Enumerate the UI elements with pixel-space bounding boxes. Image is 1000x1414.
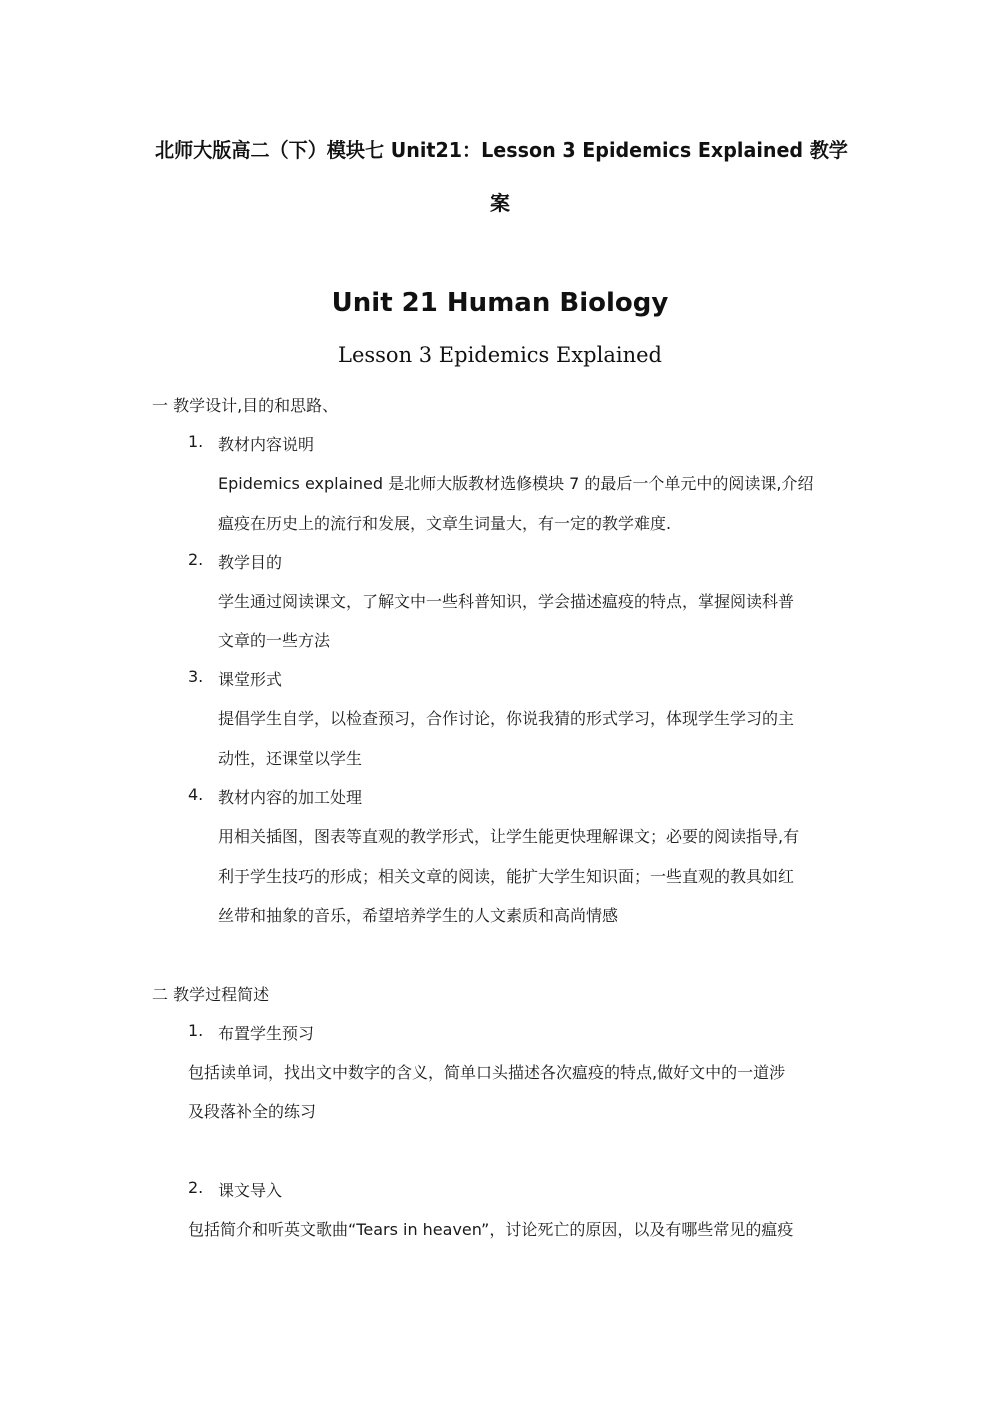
section-1-item-2-line-2: 文章的一些方法 [218,631,331,650]
section-2-item-1-line-1: 包括读单词，找出文中数字的含义，简单口头描述各次瘟疫的特点,做好文中的一道涉 [188,1063,786,1082]
section-1-item-1-title: 教材内容说明 [218,435,315,454]
section-1-item-4-line-3: 丝带和抽象的音乐，希望培养学生的人文素质和高尚情感 [218,906,619,925]
section-1-item-1-line-1: Epidemics explained 是北师大版教材选修模块 7 的最后一个单元中的阅读课,介绍 [218,474,814,493]
section-1-item-2-number: 2. [188,550,204,569]
section-2-heading: 二 教学过程简述 [152,985,270,1004]
section-1-item-2-line-1: 学生通过阅读课文，了解文中一些科普知识，学会描述瘟疫的特点，掌握阅读科普 [218,592,795,611]
section-1-item-3-line-1: 提倡学生自学，以检查预习，合作讨论，你说我猜的形式学习，体现学生学习的主 [218,709,795,728]
section-1-item-3-number: 3. [188,667,204,686]
section-1-item-3-title: 课堂形式 [218,670,283,689]
section-1-item-3-line-2: 动性，还课堂以学生 [218,749,363,768]
section-2-item-2-number: 2. [188,1178,204,1197]
section-2-item-2-title: 课文导入 [218,1181,283,1200]
section-2-item-1-line-2: 及段落补全的练习 [188,1102,317,1121]
section-1-item-1-line-2: 瘟疫在历史上的流行和发展，文章生词量大，有一定的教学难度. [218,514,672,533]
section-1-item-1-number: 1. [188,432,204,451]
section-1-item-2-title: 教学目的 [218,553,283,572]
lesson-heading: Lesson 3 Epidemics Explained [338,343,662,367]
section-1-item-4-line-2: 利于学生技巧的形成；相关文章的阅读，能扩大学生知识面；一些直观的教具如红 [218,867,795,886]
section-1-item-4-line-1: 用相关插图，图表等直观的教学形式，让学生能更快理解课文；必要的阅读指导,有 [218,827,800,846]
document-title-line1: 北师大版高二（下）模块七 Unit21：Lesson 3 Epidemics Explained 教学 [155,138,848,162]
section-2-item-1-title: 布置学生预习 [218,1024,315,1043]
section-1-item-4-title: 教材内容的加工处理 [218,788,363,807]
section-1-item-4-number: 4. [188,785,204,804]
document-title-line2: 案 [490,191,510,215]
unit-heading: Unit 21 Human Biology [331,288,669,318]
section-1-heading: 一 教学设计,目的和思路、 [152,396,339,415]
section-2-item-2-line-1: 包括简介和听英文歌曲“Tears in heaven”，讨论死亡的原因，以及有哪些常见的瘟疫 [188,1220,794,1239]
section-2-item-1-number: 1. [188,1021,204,1040]
